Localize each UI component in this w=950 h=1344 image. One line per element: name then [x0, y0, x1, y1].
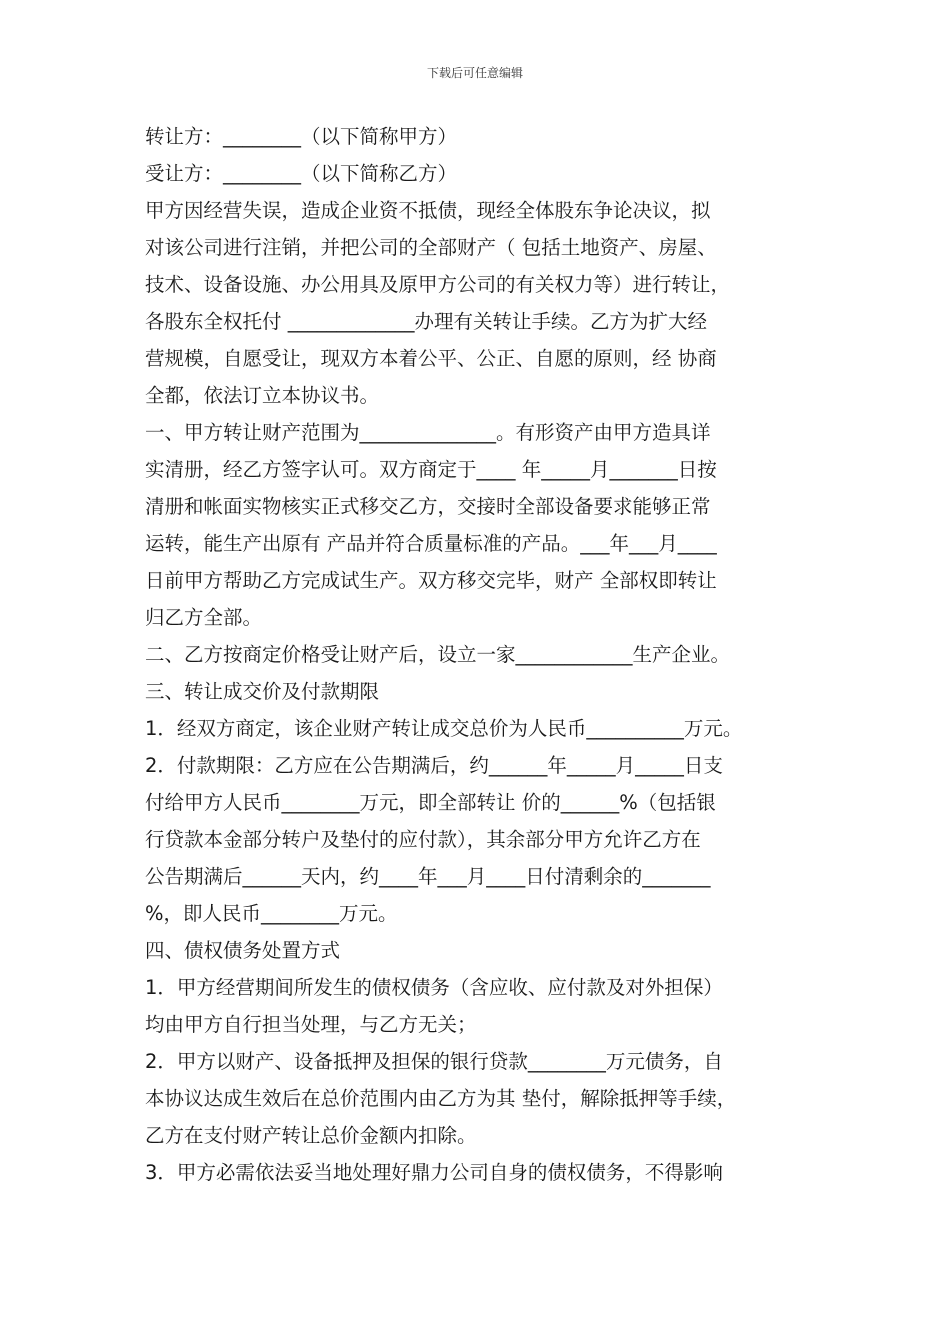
page-header: 下载后可任意编辑 [426, 66, 523, 80]
paragraph-line: 四、债权债务处置方式 [145, 939, 341, 962]
paragraph-line: 全都，依法订立本协议书。 [145, 384, 380, 407]
paragraph-line: 归乙方全部。 [145, 606, 263, 629]
paragraph-line: 一、甲方转让财产范围为______________。有形资产由甲方造具详 [145, 421, 711, 444]
paragraph-line: 本协议达成生效后在总价范围内由乙方为其 垫付，解除抵押等手续， [145, 1087, 737, 1110]
paragraph-line: 2．甲方以财产、设备抵押及担保的银行贷款________万元债务，自 [145, 1050, 723, 1073]
document-body [145, 118, 815, 1191]
paragraph-line: 2．付款期限：乙方应在公告期满后，约______年_____月_____日支 [145, 754, 723, 777]
paragraph-line: 各股东全权托付 _____________办理有关转让手续。乙方为扩大经 [145, 310, 707, 333]
paragraph-line: 乙方在支付财产转让总价金额内扣除。 [145, 1124, 477, 1147]
paragraph-line: 技术、设备设施、办公用具及原甲方公司的有关权力等）进行转让， [145, 273, 731, 296]
paragraph-line: 实清册，经乙方签字认可。双方商定于____ 年_____月_______日按 [145, 458, 717, 481]
paragraph-line: 清册和帐面实物核实正式移交乙方，交接时全部设备要求能够正常 [145, 495, 711, 518]
paragraph-line: 付给甲方人民币________万元，即全部转让 价的______%（包括银 [145, 791, 716, 814]
paragraph-line: 3．甲方必需依法妥当地处理好鼎力公司自身的债权债务，不得影响 [145, 1161, 723, 1184]
paragraph-line: 行贷款本金部分转户及垫付的应付款），其余部分甲方允许乙方在 [145, 828, 701, 851]
paragraph-line: 营规模，自愿受让，现双方本着公平、公正、自愿的原则，经 协商 [145, 347, 717, 370]
paragraph-line: 受让方：________（以下简称乙方） [145, 162, 458, 185]
paragraph-line: 二、乙方按商定价格受让财产后，设立一家____________生产企业。 [145, 643, 731, 666]
paragraph-line: 转让方：________（以下简称甲方） [145, 125, 458, 148]
paragraph-line: 公告期满后______天内，约____年___月____日付清剩余的_______ [145, 865, 711, 888]
paragraph-line: 三、转让成交价及付款期限 [145, 680, 380, 703]
paragraph-line: %，即人民币________万元。 [145, 902, 398, 925]
paragraph-line: 运转，能生产出原有 产品并符合质量标准的产品。___年___月____ [145, 532, 717, 555]
paragraph-line: 日前甲方帮助乙方完成试生产。双方移交完毕，财产 全部权即转让 [145, 569, 717, 592]
paragraph-line: 均由甲方自行担当处理，与乙方无关； [145, 1013, 477, 1036]
paragraph-line: 1．经双方商定，该企业财产转让成交总价为人民币__________万元。 [145, 717, 743, 740]
paragraph-line: 1．甲方经营期间所发生的债权债务（含应收、应付款及对外担保） [145, 976, 723, 999]
paragraph-line: 对该公司进行注销，并把公司的全部财产（ 包括土地资产、房屋、 [145, 236, 717, 259]
paragraph-line: 甲方因经营失误，造成企业资不抵债，现经全体股东争论决议，拟 [145, 199, 711, 222]
